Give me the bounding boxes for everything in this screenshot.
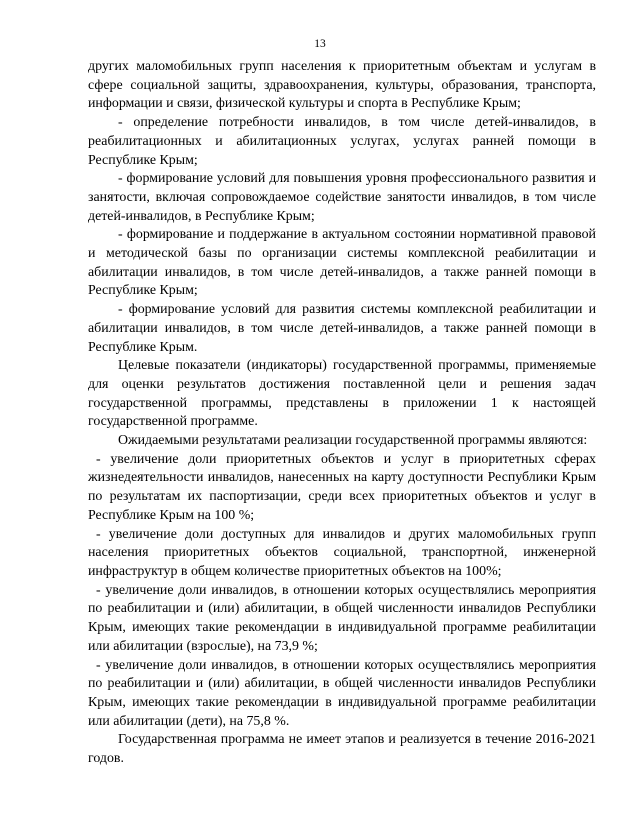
list-item-rehabilitation-system: - формирование условий для развития системы комплексной реабилитации и абилитации инвалидов, в том числе детей-инвалидов, а также ранней помощи в Республике Крым.: [88, 302, 596, 355]
document-body: [88, 58, 596, 769]
paragraph-expected-results: Ожидаемыми результатами реализации государственной программы являются:: [118, 433, 588, 449]
paragraph-program-period: Государственная программа не имеет этапов и реализуется в течение 2016-2021 годов.: [88, 732, 596, 767]
paragraph-continuation: других маломобильных групп населения к приоритетным объектам и услугам в сфере социальной защиты, здравоохранения, культуры, образования, транспорта, информации и связи, физической культуры и спорта в Республике Крым;: [88, 59, 596, 112]
list-item-needs-assessment: - определение потребности инвалидов, в том числе детей-инвалидов, в реабилитационных и абилитационных услугах, услугах ранней помощи в Республике Крым;: [88, 115, 596, 168]
result-item-priority-objects: - увеличение доли приоритетных объектов и услуг в приоритетных сферах жизнедеятельности инвалидов, нанесенных на карту доступности Республики Крым по результатам их паспортизации, среди всех приоритетных объектов и услуг в Республике Крым на 100 %;: [88, 451, 596, 523]
result-item-rehab-adults: - увеличение доли инвалидов, в отношении которых осуществлялись мероприятия по реабилитации и (или) абилитации, в общей численности инвалидов Республики Крым, имеющих такие рекомендации в индивидуальной программе реабилитации или абилитации (взрослые), на 73,9 %;: [88, 582, 596, 654]
page-number: 13: [314, 38, 326, 50]
result-item-rehab-children: - увеличение доли инвалидов, в отношении которых осуществлялись мероприятия по реабилитации и (или) абилитации, в общей численности инвалидов Республики Крым, имеющих такие рекомендации в индивидуальной программе реабилитации или абилитации (дети), на 75,8 %.: [88, 657, 596, 729]
result-item-accessible-objects: - увеличение доли доступных для инвалидов и других маломобильных групп населения приоритетных объектов социальной, транспортной, инженерной инфраструктур в общем количестве приоритетных объектов на 100%;: [88, 526, 596, 579]
list-item-employment-conditions: - формирование условий для повышения уровня профессионального развития и занятости, включая сопровождаемое содействие занятости инвалидов, в том числе детей-инвалидов, в Республике Крым;: [88, 171, 596, 224]
list-item-regulatory-base: - формирование и поддержание в актуальном состоянии нормативной правовой и методической базы по организации системы комплексной реабилитации и абилитации инвалидов, в том числе детей-инвалидов, а также ранней помощи в Республике Крым;: [88, 227, 596, 299]
paragraph-target-indicators: Целевые показатели (индикаторы) государственной программы, применяемые для оценки результатов достижения поставленной цели и решения задач государственной программы, представлены в приложении 1 к настоящей государственной программе.: [88, 358, 596, 430]
